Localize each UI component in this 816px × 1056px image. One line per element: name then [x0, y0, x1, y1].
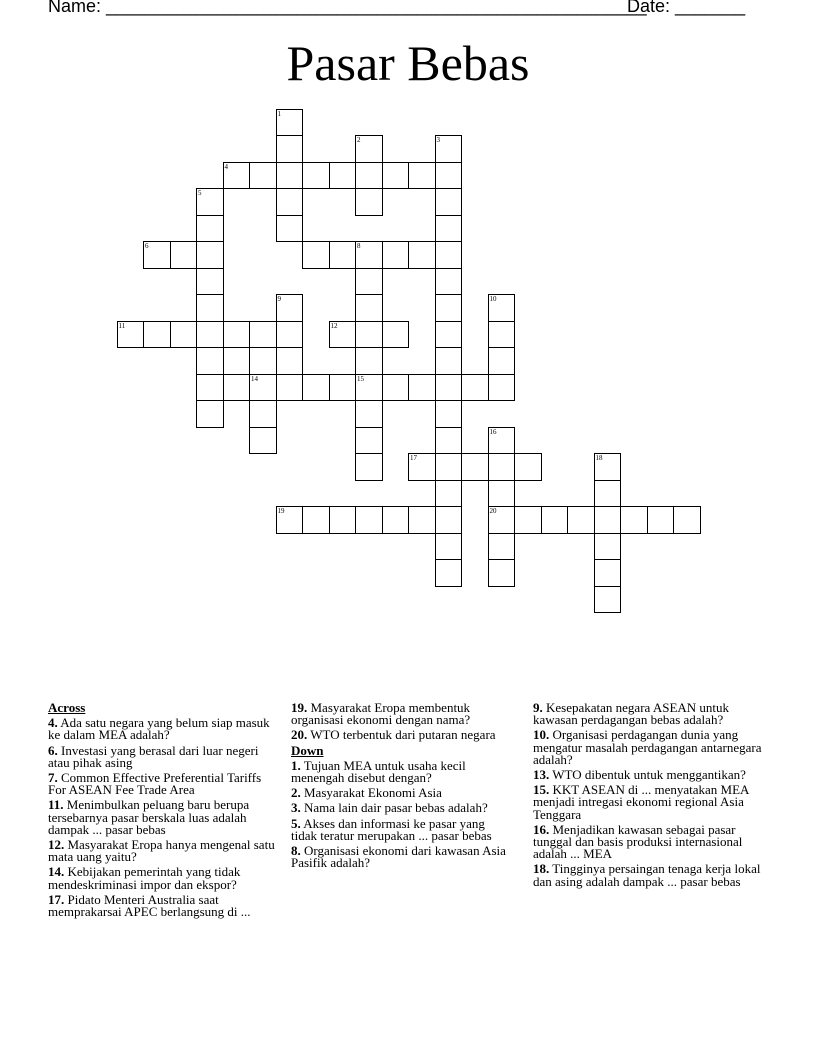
crossword-cell[interactable]: [355, 268, 383, 296]
clue-item-number: 15.: [533, 782, 550, 798]
crossword-cell[interactable]: [276, 294, 304, 322]
crossword-cell[interactable]: [488, 321, 516, 349]
crossword-cell[interactable]: [329, 162, 357, 190]
crossword-cell[interactable]: [382, 241, 410, 269]
crossword-cell[interactable]: [355, 135, 383, 163]
crossword-cell[interactable]: [302, 162, 330, 190]
crossword-cell[interactable]: [435, 347, 463, 375]
clue-item-text: WTO terbentuk dari putaran negara: [307, 727, 496, 743]
clue-item-text: Akses dan informasi ke pasar yang tidak teratur merupakan ... pasar bebas: [291, 815, 492, 843]
crossword-cell[interactable]: [355, 241, 383, 269]
crossword-cell[interactable]: [435, 241, 463, 269]
clue-item-number: 14.: [48, 864, 65, 880]
crossword-cell[interactable]: [170, 241, 198, 269]
crossword-cell[interactable]: [435, 427, 463, 455]
crossword-cell[interactable]: [223, 374, 251, 402]
clue-item-text: Organisasi ekonomi dari kawasan Asia Pasifik adalah?: [291, 843, 506, 871]
crossword-cell[interactable]: [249, 374, 277, 402]
crossword-cell[interactable]: [196, 347, 224, 375]
clue-item: [533, 784, 765, 821]
crossword-cell[interactable]: [143, 321, 171, 349]
crossword-cell[interactable]: [355, 347, 383, 375]
clue-item: [291, 815, 509, 843]
clue-number: 12: [330, 321, 338, 330]
crossword-cell[interactable]: [488, 533, 516, 561]
clue-item-number: 18.: [533, 861, 550, 877]
clue-number: 18: [595, 454, 603, 462]
crossword-cell[interactable]: [249, 427, 277, 455]
crossword-cell[interactable]: [170, 321, 198, 349]
crossword-cell[interactable]: [276, 506, 304, 534]
clues-column-3: [533, 702, 765, 891]
crossword-cell[interactable]: [488, 294, 516, 322]
crossword-cell[interactable]: [435, 294, 463, 322]
clue-item-number: 8.: [291, 843, 301, 859]
clue-item: [291, 757, 509, 786]
crossword-cell[interactable]: [488, 506, 516, 534]
crossword-cell[interactable]: [355, 506, 383, 534]
clues-column-2: [291, 702, 509, 872]
crossword-cell[interactable]: [435, 374, 463, 402]
crossword-cell[interactable]: [302, 374, 330, 402]
crossword-cell[interactable]: [488, 374, 516, 402]
clue-item-number: 5.: [291, 815, 301, 831]
clue-item-text: Masyarakat Ekonomi Asia: [300, 785, 442, 801]
clue-item-number: 7.: [48, 770, 58, 786]
clue-item-text: Masyarakat Eropa membentuk organisasi ekonomi dengan nama?: [291, 700, 471, 728]
clue-item: [533, 729, 765, 766]
crossword-cell[interactable]: [196, 294, 224, 322]
clue-number: 1: [277, 109, 281, 118]
clue-item-text: Ada satu negara yang belum siap masuk ke dalam MEA adalah?: [48, 715, 270, 743]
crossword-cell[interactable]: [355, 453, 383, 481]
clue-item: [291, 729, 509, 741]
crossword-cell[interactable]: [276, 162, 304, 190]
crossword-cell[interactable]: [594, 506, 622, 534]
crossword-cell[interactable]: [594, 453, 622, 481]
clue-item-text: Kesepakatan negara ASEAN untuk kawasan perdagangan bebas adalah?: [533, 700, 730, 728]
clue-number: 10: [489, 295, 497, 303]
crossword-cell[interactable]: [196, 374, 224, 402]
clue-section-heading: Down: [291, 742, 324, 758]
crossword-cell[interactable]: [408, 453, 436, 481]
clues-column-1: [48, 702, 280, 921]
crossword-cell[interactable]: [329, 321, 357, 349]
clue-item: [48, 839, 280, 863]
crossword-cell[interactable]: [355, 427, 383, 455]
clue-item-text: Investasi yang berasal dari luar negeri atau pihak asing: [48, 742, 259, 770]
clue-item: [291, 802, 509, 814]
crossword-cell[interactable]: [594, 586, 622, 614]
crossword-cell[interactable]: [382, 321, 410, 349]
crossword-cell[interactable]: [249, 162, 277, 190]
crossword-cell[interactable]: [647, 506, 675, 534]
clue-item-number: 9.: [533, 700, 543, 715]
clue-item: [48, 891, 280, 920]
crossword-cell[interactable]: [276, 374, 304, 402]
clue-item: [48, 742, 280, 770]
crossword-cell[interactable]: [435, 506, 463, 534]
clue-item-number: 16.: [533, 821, 550, 837]
clue-item: [533, 821, 765, 862]
crossword-cell[interactable]: [382, 506, 410, 534]
crossword-cell[interactable]: [355, 162, 383, 190]
clue-number: 9: [277, 295, 281, 303]
clue-item-text: Kebijakan pemerintah yang tidak mendeskriminasi impor dan ekspor?: [48, 864, 241, 892]
clue-section-heading: Across: [48, 700, 86, 715]
crossword-cell[interactable]: [435, 480, 463, 508]
crossword-cell[interactable]: [355, 321, 383, 349]
crossword-cell[interactable]: [488, 559, 516, 587]
crossword-cell[interactable]: [329, 506, 357, 534]
clue-number: 15: [357, 374, 364, 383]
crossword-cell[interactable]: [435, 321, 463, 349]
crossword-cell[interactable]: [355, 374, 383, 402]
clue-item-text: Tujuan MEA untuk usaha kecil menengah disebut dengan?: [291, 757, 466, 786]
crossword-cell[interactable]: [276, 347, 304, 375]
crossword-cell[interactable]: [276, 135, 304, 163]
clue-item-text: Nama lain dair pasar bebas adalah?: [300, 800, 488, 816]
crossword-cell[interactable]: [329, 374, 357, 402]
crossword-cell[interactable]: [488, 347, 516, 375]
crossword-cell[interactable]: [302, 506, 330, 534]
crossword-cell[interactable]: [196, 321, 224, 349]
clue-item-number: 12.: [48, 837, 65, 853]
clue-item: [533, 863, 765, 887]
crossword-cell[interactable]: [435, 268, 463, 296]
clue-item-text: Organisasi perdagangan dunia yang mengatur masalah perdagangan antarnegara adalah?: [533, 727, 762, 767]
clue-number: 5: [198, 189, 202, 197]
clue-number: 14: [251, 374, 258, 383]
crossword-cell[interactable]: [382, 374, 410, 402]
clue-item-number: 19.: [291, 700, 308, 715]
crossword-cell[interactable]: [673, 506, 701, 534]
crossword-cell[interactable]: [329, 241, 357, 269]
crossword-cell[interactable]: [382, 162, 410, 190]
crossword-cell[interactable]: [223, 162, 251, 190]
crossword-cell[interactable]: [143, 241, 171, 269]
clue-item: [48, 772, 280, 796]
crossword-cell[interactable]: [461, 453, 489, 481]
crossword-cell[interactable]: [488, 453, 516, 481]
worksheet-header: [48, 0, 768, 20]
crossword-cell[interactable]: [249, 321, 277, 349]
puzzle-title: Pasar Bebas: [286, 35, 530, 91]
clue-item-number: 1.: [291, 757, 301, 773]
crossword-cell[interactable]: [594, 480, 622, 508]
clue-item: [48, 866, 280, 890]
clue-number: 2: [357, 136, 361, 144]
clue-item-text: Common Effective Preferential Tariffs For ASEAN Fee Trade Area: [48, 770, 262, 798]
crossword-cell[interactable]: [276, 109, 304, 137]
clue-item-text: WTO dibentuk untuk menggantikan?: [549, 767, 746, 783]
clue-item: [291, 845, 509, 869]
clue-number: 11: [118, 321, 126, 330]
crossword-cell[interactable]: [196, 188, 224, 216]
crossword-cell[interactable]: [594, 559, 622, 587]
clue-item-text: Pidato Menteri Australia saat memprakarsai APEC berlangsung di ...: [48, 891, 251, 920]
crossword-cell[interactable]: [196, 400, 224, 428]
clue-item: [533, 769, 765, 781]
clue-item-text: KKT ASEAN di ... menyatakan MEA menjadi intregasi ekonomi regional Asia Tenggara: [533, 782, 749, 822]
crossword-cell[interactable]: [435, 533, 463, 561]
crossword-cell[interactable]: [488, 480, 516, 508]
clue-item: [533, 702, 765, 726]
crossword-cell[interactable]: [408, 241, 436, 269]
clue-item-number: 13.: [533, 767, 550, 783]
clue-item-number: 17.: [48, 891, 65, 907]
clue-number: 20: [489, 507, 497, 515]
clue-item-number: 6.: [48, 742, 58, 758]
clue-item-number: 2.: [291, 785, 301, 801]
clue-item-number: 11.: [48, 797, 64, 813]
crossword-cell[interactable]: [435, 188, 463, 216]
crossword-cell[interactable]: [196, 268, 224, 296]
crossword-cell[interactable]: [435, 215, 463, 243]
crossword-cell[interactable]: [249, 347, 277, 375]
clue-number: 19: [277, 507, 285, 515]
crossword-cell[interactable]: [249, 400, 277, 428]
clue-item: [291, 787, 509, 799]
clue-item-number: 4.: [48, 715, 58, 731]
crossword-cell[interactable]: [435, 400, 463, 428]
clue-item-text: Masyarakat Eropa hanya mengenal satu mata uang yaitu?: [48, 837, 275, 865]
crossword-cell[interactable]: [514, 453, 542, 481]
clue-item: [48, 717, 280, 741]
crossword-cell[interactable]: [461, 374, 489, 402]
crossword-cell[interactable]: [276, 215, 304, 243]
crossword-cell[interactable]: [435, 453, 463, 481]
clue-number: 8: [357, 242, 361, 250]
clue-item-text: Tingginya persaingan tenaga kerja lokal dan asing adalah dampak ... pasar bebas: [533, 861, 761, 889]
clue-number: 3: [436, 136, 440, 144]
crossword-cell[interactable]: [196, 241, 224, 269]
clue-item-text: Menimbulkan peluang baru berupa tersebarnya pasar berskala luas adalah dampak ... pasar bebas: [48, 797, 250, 837]
crossword-cell[interactable]: [196, 215, 224, 243]
clue-number: 4: [224, 162, 228, 171]
date-field-label: Date: _______: [627, 0, 746, 16]
crossword-cell[interactable]: [567, 506, 595, 534]
crossword-cell[interactable]: [408, 374, 436, 402]
crossword-cell[interactable]: [355, 400, 383, 428]
crossword-cell[interactable]: [223, 321, 251, 349]
clue-item-number: 3.: [291, 800, 301, 816]
clue-number: 16: [489, 427, 497, 436]
crossword-cell[interactable]: [276, 321, 304, 349]
clue-item: [291, 702, 509, 726]
crossword-cell[interactable]: [541, 506, 569, 534]
clue-number: 6: [145, 242, 149, 250]
crossword-cell[interactable]: [514, 506, 542, 534]
clue-number: 17: [410, 454, 417, 462]
crossword-cell[interactable]: [488, 427, 516, 455]
crossword-cell[interactable]: [355, 294, 383, 322]
crossword-cell[interactable]: [620, 506, 648, 534]
crossword-cell[interactable]: [594, 533, 622, 561]
crossword-cell[interactable]: [117, 321, 145, 349]
clue-item-number: 10.: [533, 727, 550, 743]
crossword-cell[interactable]: [435, 162, 463, 190]
crossword-cell[interactable]: [435, 559, 463, 587]
name-field-label: Name: ______________________________________________________: [48, 0, 647, 16]
crossword-cell[interactable]: [408, 162, 436, 190]
clue-item-number: 20.: [291, 727, 308, 743]
crossword-cell[interactable]: [435, 135, 463, 163]
crossword-cell[interactable]: [302, 241, 330, 269]
clue-item: [48, 799, 280, 836]
crossword-cell[interactable]: [276, 188, 304, 216]
clue-item-text: Menjadikan kawasan sebagai pasar tunggal dan basis produksi internasional adalah ... MEA: [533, 821, 743, 862]
crossword-cell[interactable]: [408, 506, 436, 534]
crossword-cell[interactable]: [355, 188, 383, 216]
